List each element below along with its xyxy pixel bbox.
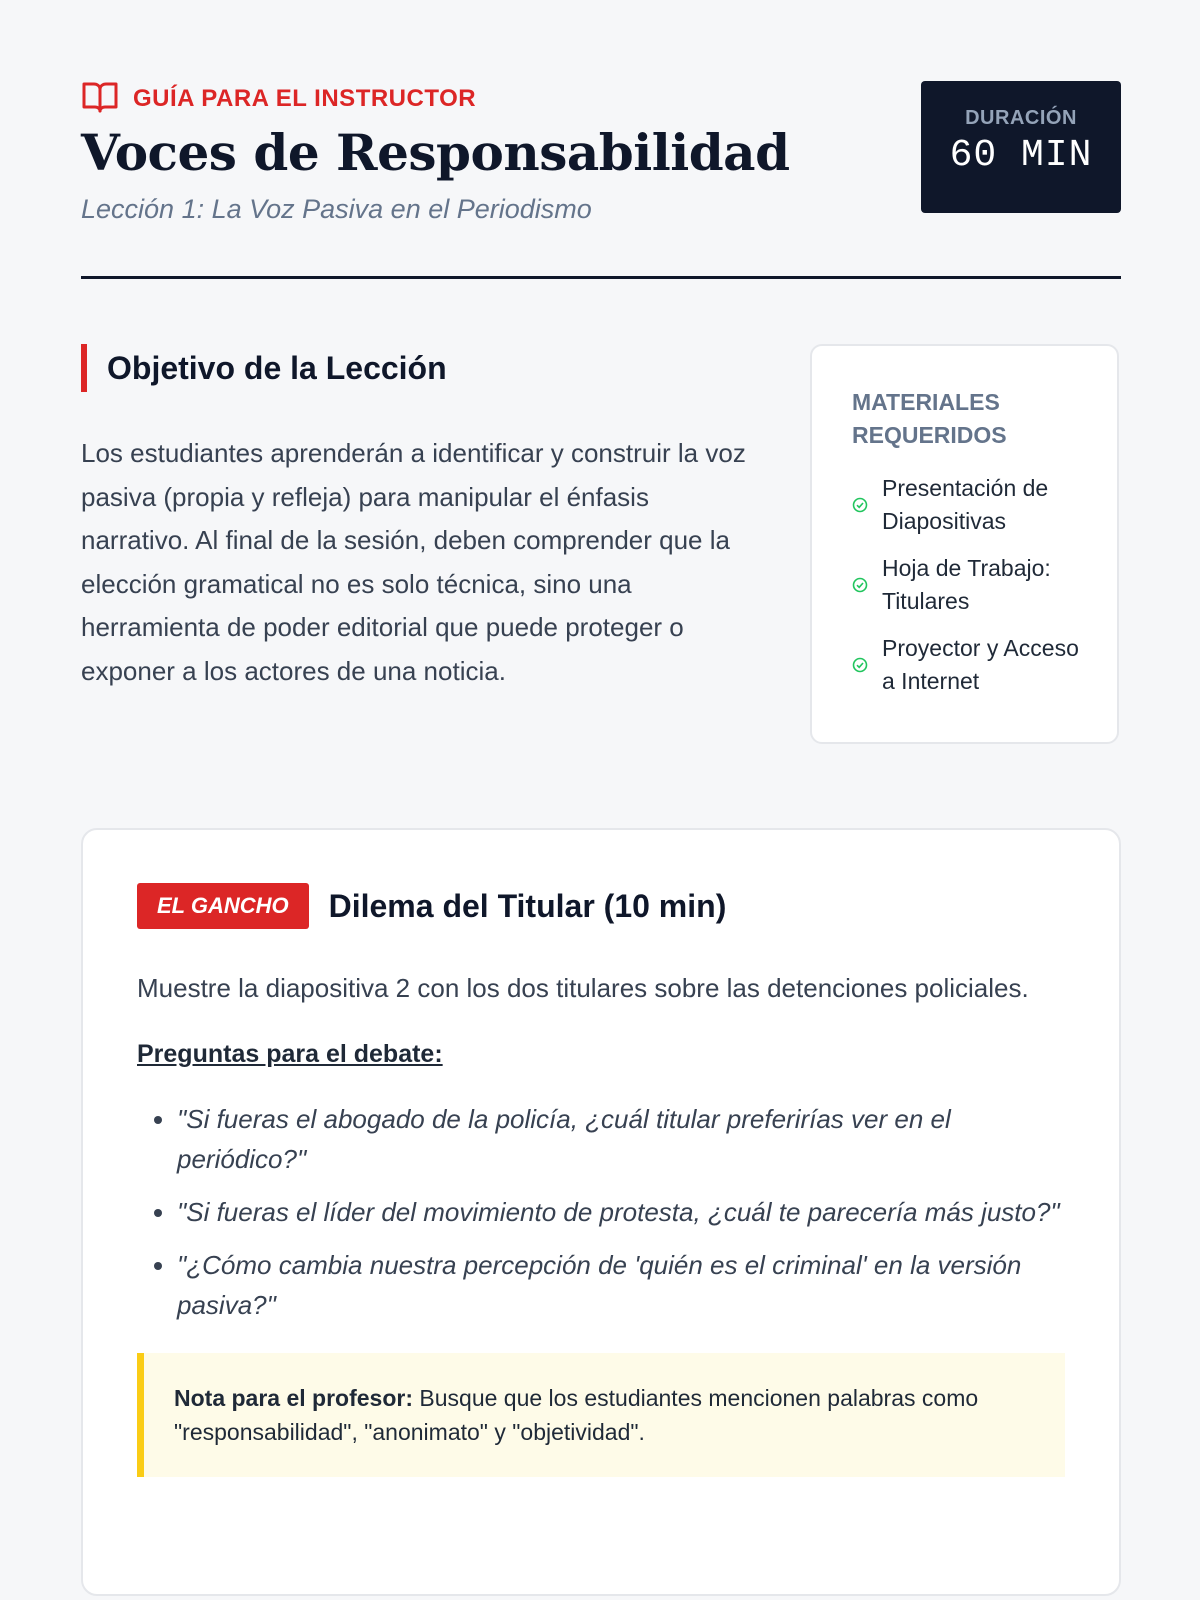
objective-section [81, 344, 751, 693]
list-item: • "¿Cómo cambia nuestra percepción de 'quién es el criminal' en la versión pasiva?" [177, 1245, 1065, 1325]
material-label: Presentación de Diapositivas [882, 475, 1049, 534]
accent-bar [81, 344, 87, 392]
objective-heading [81, 344, 751, 392]
hook-badge: EL GANCHO [137, 883, 309, 929]
teacher-note [137, 1353, 1065, 1477]
duration-box [921, 81, 1121, 213]
list-item [852, 472, 1087, 538]
page-title: Voces de Responsabilidad [81, 123, 790, 182]
lesson-subtitle: Lección 1: La Voz Pasiva en el Periodismo [81, 194, 592, 224]
duration-label: DURACIÓN [965, 107, 1077, 129]
materials-list [852, 472, 1087, 698]
duration-value: 60 MIN [949, 134, 1093, 177]
objective-text: Los estudiantes aprenderán a identificar y construir la voz pasiva (propia y refleja) para manipular el énfasis narrativo. Al final de la sesión, deben comprender que la elección gramatical no es solo técnica, sino una herramienta de poder editorial que puede proteger o exponer a los actores de una noticia. [81, 438, 746, 686]
list-item: • "Si fueras el líder del movimiento de protesta, ¿cuál te parecería más justo?" [177, 1192, 1065, 1232]
open-book-icon [81, 80, 119, 119]
materials-card [810, 344, 1119, 744]
check-circle-icon [852, 649, 868, 682]
check-circle-icon [852, 569, 868, 602]
eyebrow-label: GUÍA PARA EL INSTRUCTOR [133, 85, 477, 112]
questions-list [137, 1099, 1065, 1325]
materials-title: MATERIALES REQUERIDOS [852, 389, 1007, 448]
hook-title: Dilema del Titular (10 min) [328, 887, 727, 924]
note-text: Busque que los estudiantes mencionen palabras como "responsabilidad", "anonimato" y "objetividad". [174, 1385, 979, 1445]
hook-card [81, 828, 1121, 1596]
questions-label: Preguntas para el debate: [137, 1040, 443, 1068]
material-label: Hoja de Trabajo: Titulares [882, 555, 1051, 614]
list-item [852, 632, 1087, 698]
check-circle-icon [852, 489, 868, 522]
hook-heading [137, 882, 1065, 930]
list-item [852, 552, 1087, 618]
hook-text: Muestre la diapositiva 2 con los dos titulares sobre las detenciones policiales. [137, 973, 1029, 1003]
objective-title: Objetivo de la Lección [107, 349, 447, 386]
list-item: • "Si fueras el abogado de la policía, ¿cuál titular preferirías ver en el periódico?" [177, 1099, 1065, 1179]
note-label: Nota para el profesor: [174, 1385, 413, 1411]
material-label: Proyector y Acceso a Internet [882, 635, 1079, 694]
guide-header [81, 79, 1121, 279]
